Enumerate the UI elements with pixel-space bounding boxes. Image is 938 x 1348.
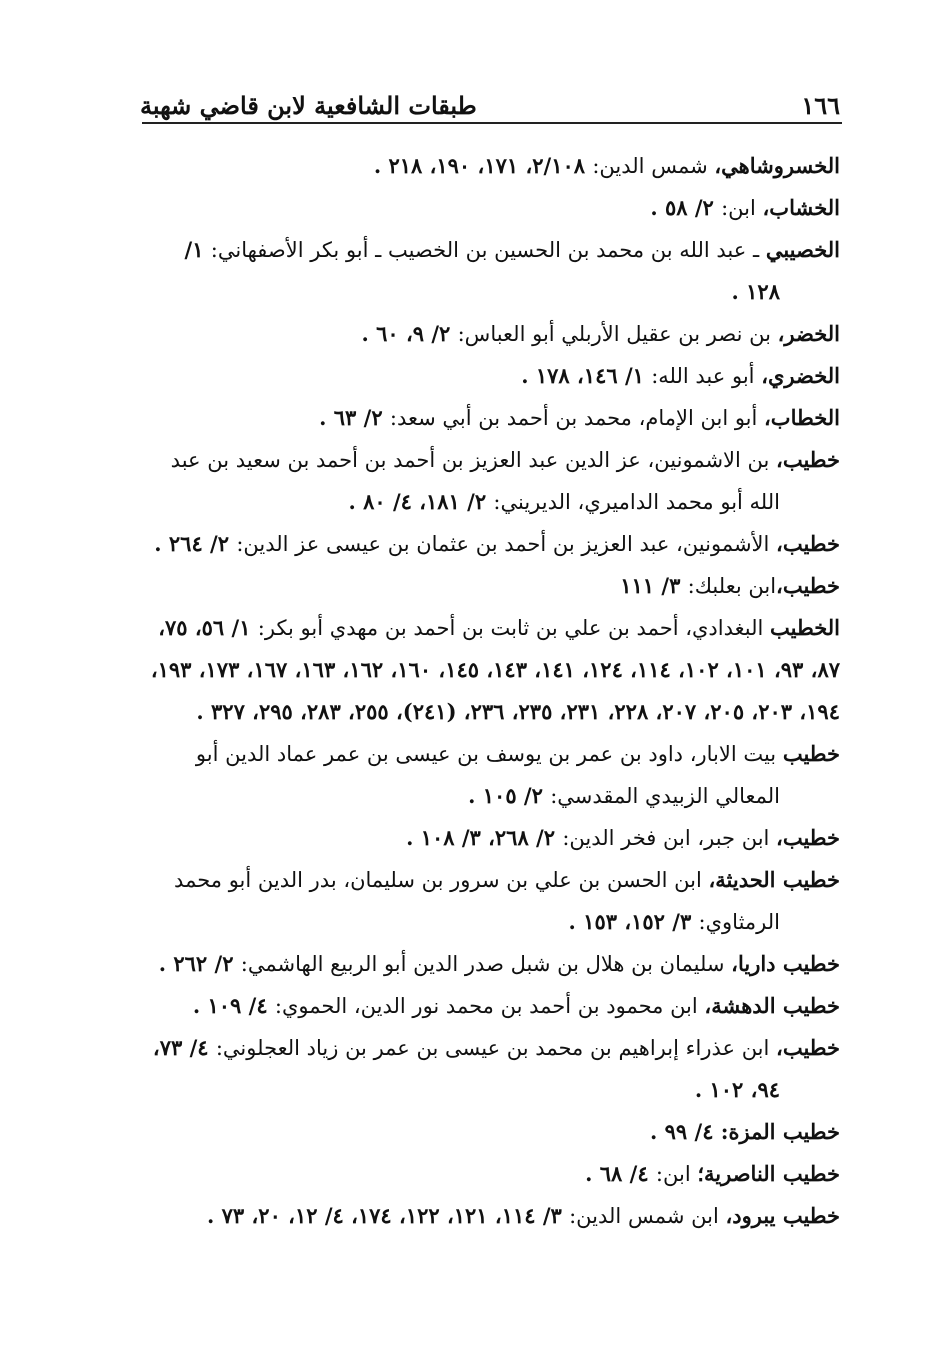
entry-references: ٤/ ١٠٩ . xyxy=(192,993,275,1018)
entry-description: ابن عذراء إبراهيم بن محمد بن عيسى بن عمر بن زياد العجلوني: xyxy=(215,1036,777,1060)
index-entry xyxy=(150,1111,840,1153)
entry-description: البغدادي، أحمد بن علي بن ثابت بن أحمد بن مهدي أبو بكر: xyxy=(257,616,771,640)
entry-references: ٢/ ٦٣ . xyxy=(319,405,390,430)
entry-references: ٤/ ٩٩ . xyxy=(650,1119,721,1144)
entry-description: أبو ابن الإمام، محمد بن أحمد بن أبي سعد: xyxy=(389,406,765,430)
entry-references: ٢/ ٢٦٨، ٣/ ١٠٨ . xyxy=(406,825,563,850)
entry-references: ١/ ٥٦، ٧٥، ٨٧، ٩٣، ١٠١، ١٠٢، ١١٤، ١٢٤، ١٤١، ١٤٣، ١٤٥، ١٦٠، ١٦٢، ١٦٣، ١٦٧، ١٧٣، ١٩٣، ١٩٤، ٢٠٣، ٢٠٥، ٢٠٧، ٢٢٨، ٢٣١، ٢٣٥، ٢٣٦، (٢٤١)، ٢٥٥، ٢٨٣، ٢٩٥، ٣٢٧ . xyxy=(150,615,840,724)
entry-references: ٢/ ١٠٥ . xyxy=(468,783,551,808)
index-entry xyxy=(150,1153,840,1195)
index-entry xyxy=(150,397,840,439)
index-entry xyxy=(150,733,840,817)
index-entry xyxy=(150,355,840,397)
index-entry xyxy=(150,523,840,565)
entry-description: ابن بعلبك: xyxy=(687,574,777,598)
index-entry xyxy=(150,817,840,859)
entry-heading: خطيب الدهشة، xyxy=(704,993,840,1018)
index-entry xyxy=(150,565,840,607)
entry-references: ٣/ ١٥٢، ١٥٣ . xyxy=(568,909,699,934)
entry-description: الأشمونين، عبد العزيز بن أحمد بن عثمان بن عيسى عز الدين: xyxy=(236,532,777,556)
entry-description: بن الاشمونين، عز الدين عبد العزيز بن أحمد بن أحمد بن سعيد بن عبد الله أبو محمد الداميري، الديريني: xyxy=(170,448,780,514)
entry-heading: الخضري، xyxy=(761,363,840,388)
entry-heading: خطيب الناصرية؛ xyxy=(697,1161,840,1186)
entry-references: ٢/ ٢٦٤ . xyxy=(154,531,237,556)
index-entry xyxy=(150,985,840,1027)
entry-heading: خطيب الحديثة، xyxy=(708,867,840,892)
entry-heading: خطيب المزة: xyxy=(720,1119,840,1144)
entry-references: ١/ ١٤٦، ١٧٨ . xyxy=(521,363,652,388)
entry-references: ٢/ ٩، ٦٠ . xyxy=(361,321,458,346)
running-title: طبقات الشافعية لابن قاضي شهبة xyxy=(140,91,477,120)
index-entries xyxy=(150,145,840,1237)
entry-heading: خطيب داريا، xyxy=(731,951,840,976)
index-entry xyxy=(150,943,840,985)
index-entry xyxy=(150,607,840,733)
entry-references: ٢/ ٢٦٢ . xyxy=(158,951,241,976)
header-rule xyxy=(142,122,842,124)
index-entry xyxy=(150,1195,840,1237)
index-entry xyxy=(150,145,840,187)
entry-description: ابن: xyxy=(721,196,763,220)
entry-heading: الخشاب، xyxy=(762,195,840,220)
entry-heading: خطيب xyxy=(782,741,840,766)
entry-heading: خطيب، xyxy=(776,447,840,472)
entry-heading: الخطاب، xyxy=(764,405,840,430)
entry-references: ٢/ ٥٨ . xyxy=(650,195,722,220)
entry-description: بيت الابار، داود بن عمر بن يوسف بن عيسى بن عمر عماد الدين أبو المعالي الزبيدي المقدسي: xyxy=(195,742,783,808)
page-number: ١٦٦ xyxy=(801,91,840,120)
entry-references: ٢/١٠٨، ١٧١، ١٩٠، ٢١٨ . xyxy=(373,153,593,178)
entry-description: أبو عبد الله: xyxy=(651,364,762,388)
index-entry xyxy=(150,859,840,943)
entry-references: ١/ ١٢٨ . xyxy=(184,237,780,304)
index-entry xyxy=(150,439,840,523)
index-entry xyxy=(150,1027,840,1111)
entry-heading: خطيب، xyxy=(776,573,840,598)
entry-references: ٤/ ٦٨ . xyxy=(585,1161,656,1186)
entry-heading: الخضر، xyxy=(777,321,840,346)
entry-description: شمس الدين: xyxy=(592,154,715,178)
page-header xyxy=(140,74,840,120)
index-entry xyxy=(150,313,840,355)
index-entry xyxy=(150,229,840,313)
entry-description: ابن جبر، ابن فخر الدين: xyxy=(562,826,777,850)
entry-description: ابن محمود بن أحمد بن محمد نور الدين، الحموي: xyxy=(274,994,705,1018)
entry-description: ابن شمس الدين: xyxy=(569,1204,726,1228)
entry-heading: خطيب، xyxy=(776,1035,840,1060)
entry-heading: خطيب، xyxy=(776,825,840,850)
entry-description: ابن: xyxy=(655,1162,698,1186)
entry-references: ٣/ ١١٤، ١٢١، ١٢٢، ١٧٤، ٤/ ١٢، ٢٠، ٧٣ . xyxy=(207,1203,570,1228)
entry-heading: الخسروشاهي، xyxy=(714,153,840,178)
index-entry xyxy=(150,187,840,229)
entry-references: ٣/ ١١١ xyxy=(620,573,688,598)
entry-heading: الخطيب xyxy=(770,615,840,640)
entry-references: ٢/ ١٨١، ٤/ ٨٠ . xyxy=(348,489,494,514)
entry-heading: خطيب يبرود، xyxy=(725,1203,840,1228)
entry-description: ابن الحسن بن علي بن سرور بن سليمان، بدر الدين أبو محمد الرمثاوي: xyxy=(174,868,780,934)
entry-description: سليمان بن هلال بن شبل صدر الدين أبو الربيع الهاشمي: xyxy=(240,952,732,976)
entry-description: ـ عبد الله بن محمد بن الحسين بن الخصيب ـ أبو بكر الأصفهاني: xyxy=(210,238,766,262)
entry-references: ٤/ ٧٣، ٩٤، ١٠٢ . xyxy=(152,1035,780,1102)
entry-description: بن نصر بن عقيل الأربلي أبو العباس: xyxy=(457,322,778,346)
entry-heading: خطيب، xyxy=(776,531,840,556)
entry-heading: الخصيبي xyxy=(765,237,840,262)
